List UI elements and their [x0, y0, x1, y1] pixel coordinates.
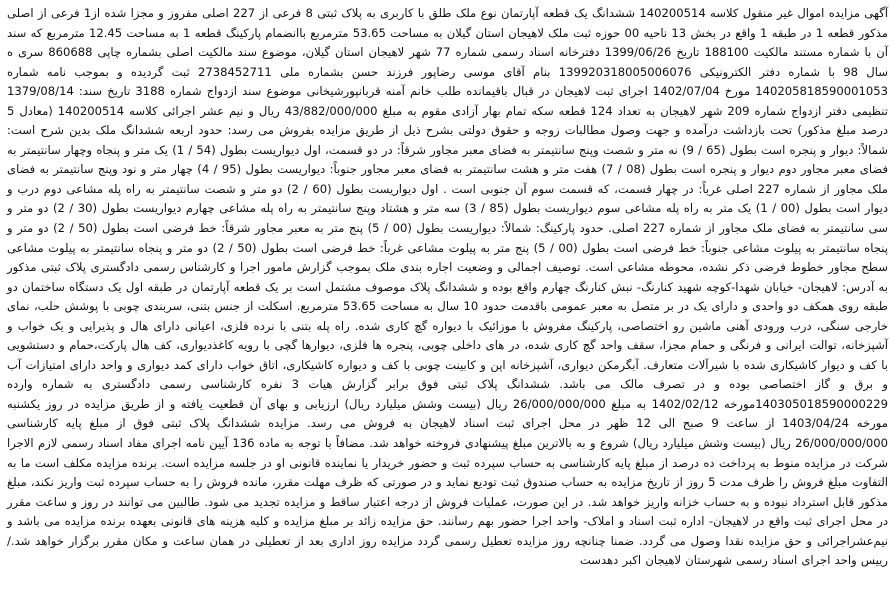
auction-notice-text: آگهی مزایده اموال غیر منقول کلاسه 140200514 ششدانگ یک قطعه آپارتمان نوع ملک طلق با کاربری به پلاک ثبتی 8 فرعی از 227 اصلی مفروز و مجزا شده از1 فرعی از اصلی مذکور قطعه 1 در طبقه 1 واقع در بخش 13 ناحیه 00 حوزه ثبت ملک لاهیجان استان گیلان به مساحت 53.65 مترمربع باانضمام پارکینگ قطعه 1 به مساحت 12.45 مترمربع که سند آن با شماره مستند مالکیت 188100 تاریخ 1399/06/26 دفترخانه اسناد رسمی شماره 77 شهر لاهیجان استان گیلان، موضوع سند مالکیت اصلی بشماره چاپی 860688 سری ه سال 98 با شماره دفتر الکترونیکی 139920318005006076 بنام آقای موسی رضاپور فرزند حسن بشماره ملی 2738452711 ثبت گردیده و بموجب نامه شماره 140205818590001053 مورخ 1402/07/04 اجرای ثبت لاهیجان در قبال باقیمانده طلب خانم آمنه قربانپورشیخانی موضوع سند ازدواج شماره 3188 تاریخ سند: 1379/08/14 تنظیمی دفتر ازدواج شماره 209 شهر لاهیجان به تعداد 124 قطعه سکه تمام بهار آزادی مقوم به مبلغ 43/882/000/000 ریال و نیم عشر اجرائی کلاسه 140200514 (معادل 5 درصد مبلغ مذکور) تحت بازداشت درآمده و جهت وصول مطالبات زوجه و حقوق دولتی بشرح ذیل از طریق مزایده بفروش می رسد: حدود اربعه ششدانگ ملک بدین شرح است: شمالاً: دیوار و پنجره است بطول (65 / 9) نه متر و شصت وپنج سانتیمتر به فضای معبر مجاور شرقاً: در دو قسمت، اول دیواریست بطول (54 / 1) یک متر و پنجاه وچهار سانتیمتر به فضای معبر مجاور دوم دیوار و پنجره است بطول (08 / 7) هفت متر و هشت سانتیمتر به فضای معبر مجاور جنوباً: دیواریست بطول (95 / 4) چهار متر و نود وپنج سانتیمتر به فضای ملک مجاور از شماره 227 اصلی غرباً: در چهار قسمت، که قسمت سوم آن جنوبی است . اول دیواریست بطول (60 / 2) دو متر و شصت سانتیمتر به راه پله مشاعی دوم درب و دیوار است بطول (00 / 1) یک متر به راه پله مشاعی سوم دیواریست بطول (85 / 3) سه متر و هشتاد وپنج سانتیمتر به راه پله مشاعی چهارم دیواریست بطول (30 / 2) دو متر و سی سانتیمتر به فضای ملک مجاور از شماره 227 اصلی. حدود پارکینگ: شمالاً: دیواریست بطول (00 / 5) پنج متر به معبر مجاور شرقاً: خط فرضی است بطول (50 / 2) دو متر و پنجاه سانتیمتر به پیلوت مشاعی جنوباً: خط فرضی است بطول (00 / 5) پنج متر به پیلوت مشاعی غرباً: خط فرضی است بطول (50 / 2) دو متر و پنجاه سانتیمتر به پیلوت مشاعی سطح مجاور خطوط فرضی ذکر نشده، محوطه مشاعی است. توصیف اجمالی و وضعیت اجاره بندی ملک بموجب گزارش مامور اجرا و کارشناس رسمی دادگستری پلاک ثبتی مذکور به آدرس: لاهیجان- خیابان شهدا-کوچه شهید کنارنگ- نبش کنارنگ چهارم واقع بوده و ششدانگ پلاک موصوف مشتمل است بر یک قطعه آپارتمان در طبقه اول یک دستگاه ساختمان دو طبقه روی همکف دو واحدی و دارای یک در بر متصل به معبر عمومی باقدمت حدود 10 سال به مساحت 53.65 مترمربع. اسکلت از جنس بتنی، سربندی چوبی با پوشش حلب، نمای خارجی سنگی، درب ورودی آهنی ماشین رو اختصاصی، پارکینگ مفروش با موزائیک با دیواره گچ کاری شده. راه پله بتنی با نرده فلزی، اعیانی دارای هال و پذیرایی و یک خواب و آشپزخانه، توالت ایرانی و فرنگی و حمام مجزا، سقف واحد گچ کاری شده، در های داخلی چوبی، پنجره ها فلزی، دیوارها گچی با رویه کاغذدیواری، کف هال پارکت،حمام و دستشویی با کف و دیوار کاشیکاری شده با شیرآلات متعارف. آبگرمکن دیواری، آشپزخانه اپن و کابینت چوبی با کف و دیواره کاشیکاری، اتاق خواب دارای کمد دیواری و واحد دارای امتیازات آب و برق و گاز اختصاصی بوده و در تصرف مالک می باشد. ششدانگ پلاک ثبتی فوق برابر گزارش هیات 3 نفره کارشناسی رسمی دادگستری به شماره وارده 140305018590000229مورخه 1402/02/12 به مبلغ 26/000/000/000 ریال (بیست وشش میلیارد ریال) ارزیابی و بهای آن قطعیت یافته و از طریق مزایده در روز یکشنبه مورخه 1403/04/24 از ساعت 9 صبح الی 12 ظهر در محل اجرای ثبت اسناد لاهیجان به فروش می رسد. مزایده ششدانگ پلاک ثبتی فوق از مبلغ پایه کارشناسی 26/000/000/000 ریال (بیست وشش میلیارد ریال) شروع و به بالاترین مبلغ پیشنهادی فروخته خواهد شد. مضافاً با توجه به ماده 136 آیین نامه اجرای مفاد اسناد رسمی لازم الاجرا شرکت در مزایده منوط به پرداخت ده درصد از مبلغ پایه کارشناسی به حساب سپرده ثبت و حضور خریدار یا نماینده قانونی او در جلسه مزایده است. برنده مزایده مکلف است ما به التفاوت مبلغ فروش را ظرف مدت 5 روز از تاریخ مزایده به حساب صندوق ثبت تودیع نماید و در صورتی که ظرف مهلت مقرر، مانده فروش را به حساب سپرده ثبت واریز نکند، مبلغ مذکور قابل استرداد نبوده و به حساب خزانه واریز خواهد شد. در این صورت، عملیات فروش از درجه اعتبار ساقط و مزایده تجدید می شود. طالبین می توانند در روز و ساعت مقرر در محل اجرای ثبت واقع در لاهیجان- اداره ثبت اسناد و املاک- واحد اجرا حضور بهم رسانند. حق مزایده زائد بر مبلغ مزایده و کلیه هزینه های قانونی بعهده برنده مزایده می باشد و نیم‌عشراجرائی و حق مزایده نقدا وصول می گردد. ضمنا چنانچه روز مزایده تعطیل رسمی گردد مزایده روز اداری بعد از تعطیلی در همان ساعت و مکان مقرر برگزار خواهد شد./ رییس واحد اجرای اسناد رسمی شهرستان لاهیجان اکبر دهدست [7, 6, 889, 568]
